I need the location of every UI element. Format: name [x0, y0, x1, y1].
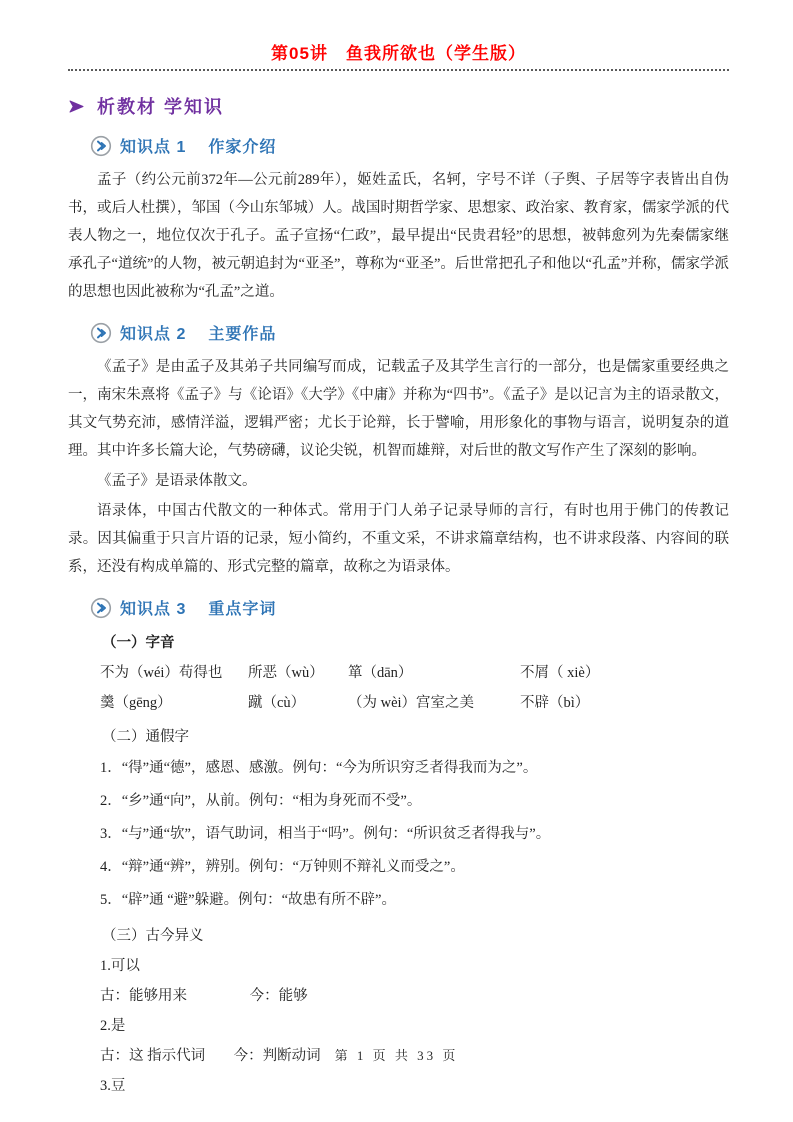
page-number-footer: 第 1 页 共 33 页 [334, 1048, 459, 1063]
gujin-word: 3.豆 [100, 1078, 126, 1094]
gujin-modern: 今：判断动词 [233, 1048, 321, 1064]
section-title: 析教材 学知识 [97, 97, 225, 117]
title-divider [68, 69, 729, 71]
kp2-paragraph-3: 语录体，中国古代散文的一种体式。常用于门人弟子记录导师的言行，有时也用于佛门的传教记录。因其偏重于只言片语的记录，短小简约，不重文采，不讲求篇章结构，也不讲求段落、内容间的联系，还没有构成单篇的、形式完整的篇章，故称之为语录体。 [68, 503, 729, 575]
kp2-paragraph-2: 《孟子》是语录体散文。 [97, 473, 257, 489]
circled-chevron-icon [90, 597, 112, 619]
tongjia-item: 1．“得”通“德”，感恩、感激。例句：“今为所识穷乏者得我而为之”。 [100, 760, 538, 776]
kp1-heading [90, 134, 729, 157]
tongjia-item: 3．“与”通“欤”，语气助词，相当于“吗”。例句：“所识贫乏者得我与”。 [100, 826, 551, 842]
ziyin-cell: 羹（gēng） [100, 695, 172, 711]
tongjia-item: 2．“乡”通“向”，从前。例句：“相为身死而不受”。 [100, 793, 422, 809]
ziyin-cell: 不屑（ xiè） [520, 665, 600, 681]
arrow-right-icon [68, 98, 85, 115]
ziyin-cell: 蹴（cù） [248, 695, 306, 711]
gujin-heading: （三）古今异义 [102, 928, 204, 944]
kp1-title: 作家介绍 [208, 139, 277, 156]
tongjia-item: 5．“辟”通 “避”躲避。例句：“故患有所不辟”。 [100, 892, 396, 908]
kp3-label: 知识点 3 [120, 601, 187, 618]
gujin-ancient: 古：这 指示代词 [100, 1048, 206, 1064]
kp3-heading [90, 596, 729, 619]
kp1-paragraph: 孟子（约公元前372年—公元前289年），姬姓孟氏，名轲，字号不详（子舆、子居等字表皆出自伪书，或后人杜撰），邹国（今山东邹城）人。战国时期哲学家、思想家、政治家、教育家，儒家学派的代表人物之一，地位仅次于孔子。孟子宣扬“仁政”，最早提出“民贵君轻”的思想，被韩愈列为先秦儒家继承孔子“道统”的人物，被元朝追封为“亚圣”，尊称为“亚圣”。后世常把孔子和他以“孔孟”并称，儒家学派的思想也因此被称为“孔孟”之道。 [68, 172, 729, 300]
ziyin-table [100, 658, 729, 718]
kp2-paragraph-1: 《孟子》是由孟子及其弟子共同编写而成，记载孟子及其学生言行的一部分，也是儒家重要经典之一，南宋朱熹将《孟子》与《论语》《大学》《中庸》并称为“四书”。《孟子》是以记言为主的语录散文， 其文气势充沛，感情洋溢，逻辑严密；尤长于论辩，长于譬喻，用形象化的事物与语言，说明复杂的道理。其中许多长篇大论，气势磅礴，议论尖锐，机智而雄辩，对后世的散文写作产生了深刻的影响。 [68, 359, 729, 459]
tongjia-heading: （二）通假字 [102, 729, 189, 745]
gujin-modern: 今：能够 [249, 988, 308, 1004]
ziyin-cell: 不为（wéi）苟得也 [100, 665, 223, 681]
kp3-title: 重点字词 [208, 601, 277, 618]
ziyin-cell: （为 wèi）宫室之美 [348, 695, 475, 711]
gujin-ancient: 古：能够用来 [100, 988, 187, 1004]
circled-chevron-icon [90, 135, 112, 157]
kp2-label: 知识点 2 [120, 326, 187, 343]
kp1-label: 知识点 1 [120, 139, 187, 156]
gujin-word: 1.可以 [100, 958, 140, 974]
ziyin-cell: 不辟（bì） [520, 695, 590, 711]
section-heading [68, 93, 729, 119]
ziyin-cell: 所恶（wù） [248, 665, 324, 681]
ziyin-cell: 箪（dān） [348, 665, 413, 681]
gujin-word: 2.是 [100, 1018, 126, 1034]
gujin-meaning-row [100, 981, 729, 1011]
ziyin-heading: （一）字音 [102, 635, 175, 651]
kp2-title: 主要作品 [208, 326, 277, 343]
tongjia-item: 4．“辩”通“辨”，辨别。例句：“万钟则不辩礼义而受之”。 [100, 859, 465, 875]
doc-title: 第05讲 鱼我所欲也（学生版） [271, 44, 526, 63]
kp2-heading [90, 321, 729, 344]
circled-chevron-icon [90, 322, 112, 344]
